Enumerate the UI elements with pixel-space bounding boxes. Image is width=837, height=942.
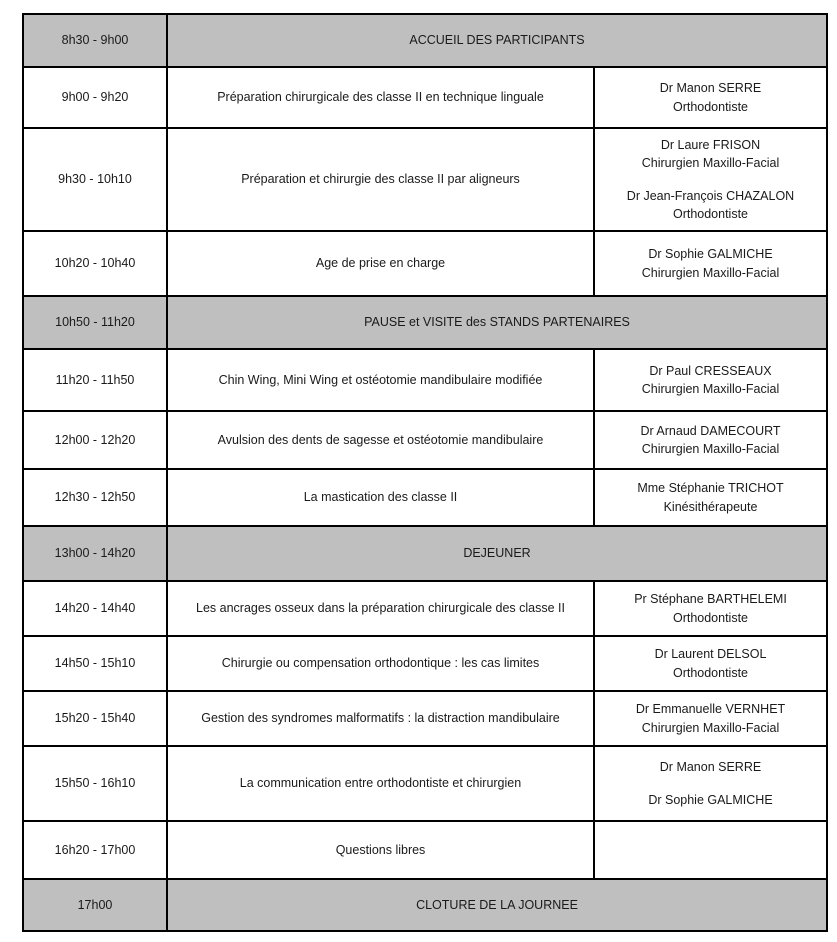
schedule-topic-cell: Les ancrages osseux dans la préparation chirurgicale des classe II [167,581,594,636]
schedule-topic-cell: Préparation et chirurgie des classe II par aligneurs [167,128,594,231]
schedule-time-cell: 9h00 - 9h20 [23,67,167,128]
schedule-time-cell: 10h20 - 10h40 [23,231,167,296]
speaker-name: Dr Jean-François CHAZALON [626,188,795,203]
speaker-name: Dr Sophie GALMICHE [648,247,773,262]
speaker-role: Chirurgien Maxillo-Facial [641,156,780,171]
speaker-name: Dr Sophie GALMICHE [648,792,773,807]
schedule-speaker-cell [594,821,827,879]
schedule-topic-cell: Questions libres [167,821,594,879]
schedule-time-cell: 12h30 - 12h50 [23,469,167,526]
speaker-separator [601,173,820,187]
schedule-topic-cell: La mastication des classe II [167,469,594,526]
speaker-separator [601,777,820,791]
schedule-speaker-cell [594,349,827,411]
speaker-name: Dr Laurent DELSOL [654,647,767,662]
speaker-role: Orthodontiste [672,99,749,114]
schedule-speaker-cell [594,411,827,469]
schedule-topic-cell: Chin Wing, Mini Wing et ostéotomie mandibulaire modifiée [167,349,594,411]
schedule-session-row [23,411,827,469]
schedule-banner-title: CLOTURE DE LA JOURNEE [167,879,827,931]
schedule-speaker-cell [594,691,827,746]
schedule-speaker-cell [594,128,827,231]
schedule-table-container [22,13,826,932]
speaker-role: Chirurgien Maxillo-Facial [641,720,780,735]
schedule-session-row [23,691,827,746]
schedule-speaker-cell [594,746,827,821]
schedule-session-row [23,349,827,411]
schedule-session-row [23,469,827,526]
speaker-name: Dr Arnaud DAMECOURT [640,423,781,438]
schedule-topic-cell: Chirurgie ou compensation orthodontique : les cas limites [167,636,594,691]
schedule-session-row [23,636,827,691]
speaker-name: Pr Stéphane BARTHELEMI [634,592,787,607]
speaker-name: Dr Emmanuelle VERNHET [635,702,786,717]
schedule-speaker-cell [594,636,827,691]
speaker-name: Dr Paul CRESSEAUX [649,363,772,378]
schedule-time-cell: 14h50 - 15h10 [23,636,167,691]
speaker-role: Kinésithérapeute [663,499,758,514]
speaker-role: Chirurgien Maxillo-Facial [641,442,780,456]
schedule-time-cell: 15h50 - 16h10 [23,746,167,821]
schedule-banner-row [23,526,827,581]
speaker-name: Mme Stéphanie TRICHOT [637,481,784,496]
schedule-time-cell: 16h20 - 17h00 [23,821,167,879]
schedule-session-row [23,581,827,636]
conference-schedule-table [22,13,828,932]
schedule-topic-cell: Gestion des syndromes malformatifs : la distraction mandibulaire [167,691,594,746]
speaker-name: Dr Manon SERRE [659,760,762,775]
schedule-speaker-cell [594,581,827,636]
schedule-topic-cell: Préparation chirurgicale des classe II en technique linguale [167,67,594,128]
schedule-time-cell: 15h20 - 15h40 [23,691,167,746]
schedule-speaker-cell [594,231,827,296]
schedule-topic-cell: La communication entre orthodontiste et chirurgien [167,746,594,821]
schedule-banner-title: DEJEUNER [167,526,827,581]
schedule-time-cell: 14h20 - 14h40 [23,581,167,636]
speaker-role: Orthodontiste [672,610,749,625]
schedule-banner-row [23,296,827,349]
schedule-time-cell: 9h30 - 10h10 [23,128,167,231]
schedule-time-cell: 10h50 - 11h20 [23,296,167,349]
schedule-session-row [23,128,827,231]
schedule-session-row [23,231,827,296]
schedule-speaker-cell [594,67,827,128]
schedule-session-row [23,67,827,128]
schedule-banner-row [23,879,827,931]
schedule-topic-cell: Age de prise en charge [167,231,594,296]
schedule-topic-cell: Avulsion des dents de sagesse et ostéotomie mandibulaire [167,411,594,469]
speaker-role: Chirurgien Maxillo-Facial [641,382,780,396]
schedule-speaker-cell [594,469,827,526]
schedule-banner-row [23,14,827,67]
schedule-time-cell: 13h00 - 14h20 [23,526,167,581]
schedule-time-cell: 8h30 - 9h00 [23,14,167,67]
schedule-time-cell: 12h00 - 12h20 [23,411,167,469]
schedule-banner-title: PAUSE et VISITE des STANDS PARTENAIRES [167,296,827,349]
speaker-role: Chirurgien Maxillo-Facial [641,265,780,280]
speaker-role: Orthodontiste [672,665,749,680]
schedule-time-cell: 17h00 [23,879,167,931]
schedule-time-cell: 11h20 - 11h50 [23,349,167,411]
speaker-name: Dr Manon SERRE [659,81,762,96]
schedule-session-row [23,821,827,879]
speaker-name: Dr Laure FRISON [660,138,761,153]
speaker-role: Orthodontiste [672,206,749,221]
schedule-session-row [23,746,827,821]
schedule-banner-title: ACCUEIL DES PARTICIPANTS [167,14,827,67]
